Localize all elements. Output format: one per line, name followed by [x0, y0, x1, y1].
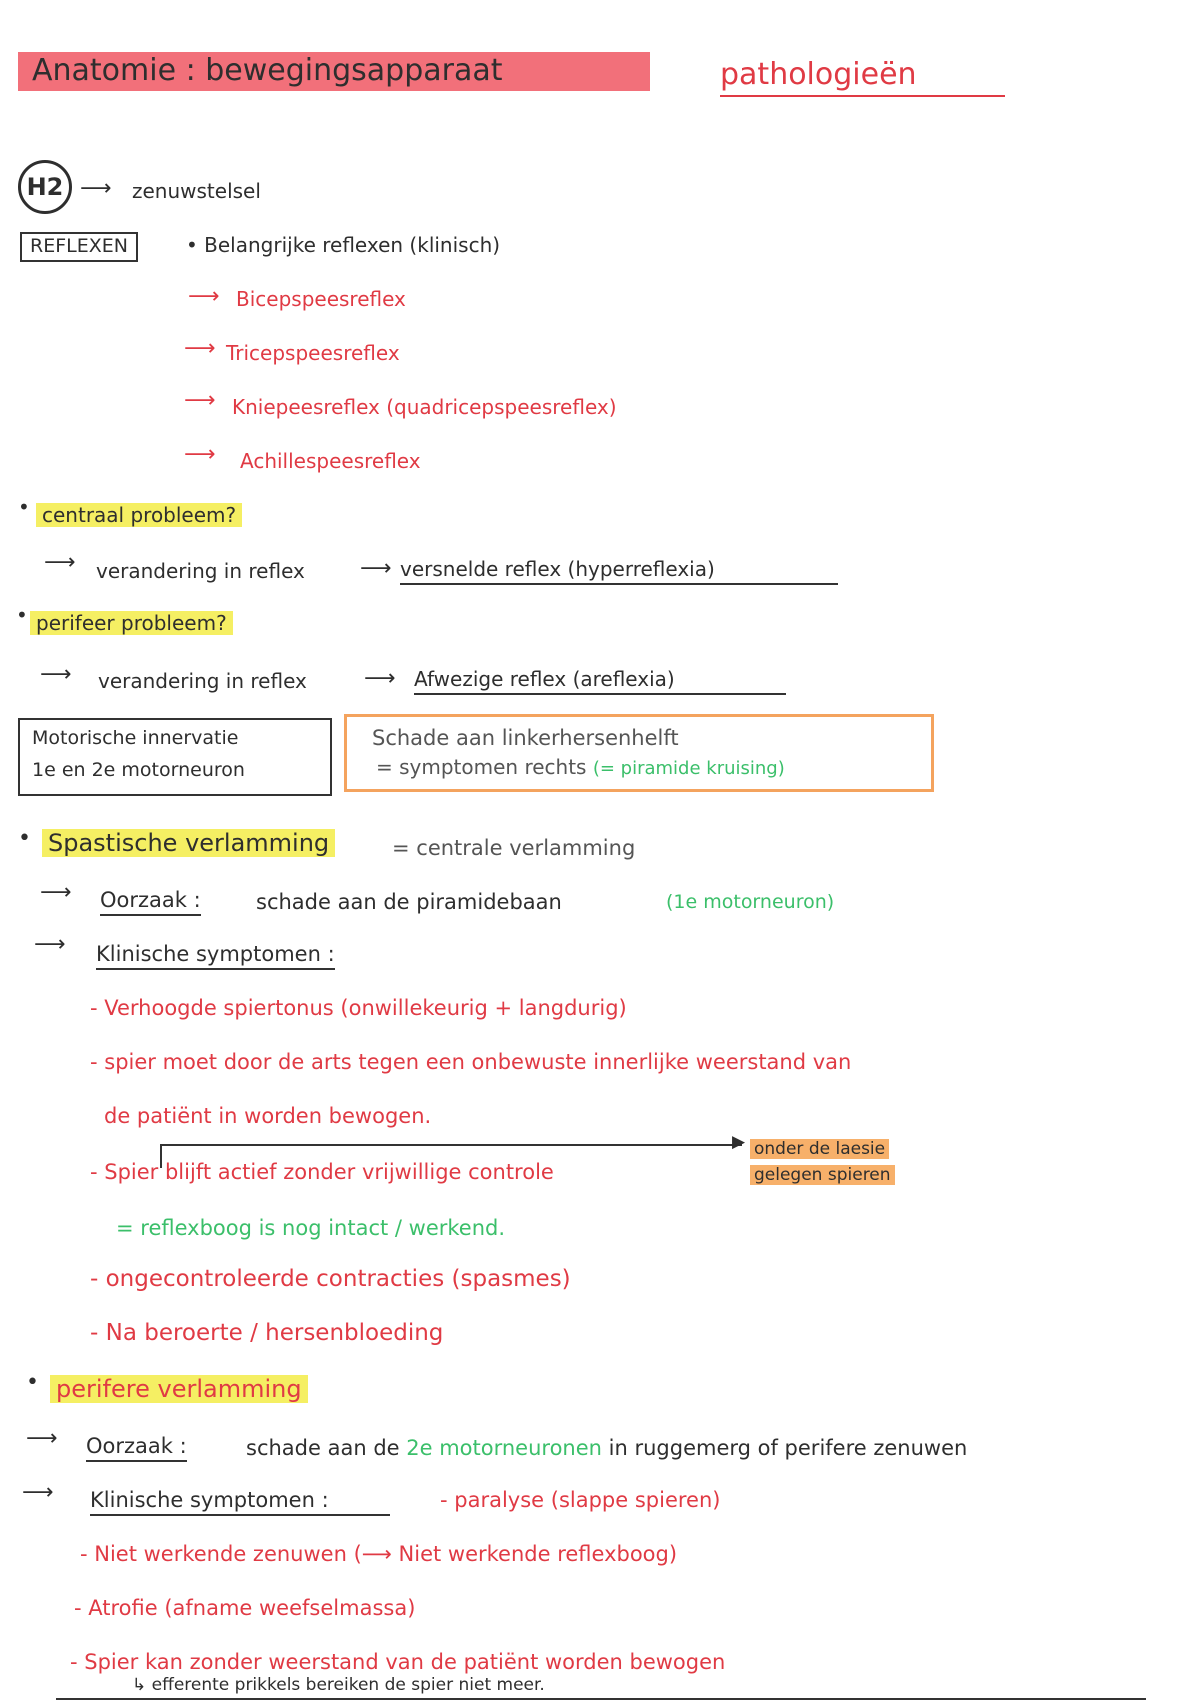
- flaccid-paralysis-note: - paralyse (slappe spieren): [440, 1488, 721, 1512]
- reflex-item: Achillespeesreflex: [240, 449, 421, 473]
- damage-box-line2: = symptomen rechts: [376, 755, 587, 779]
- spastic-symptom: - spier moet door de arts tegen een onbewuste innerlijke weerstand van: [90, 1050, 852, 1074]
- motor-box-line1: Motorische innervatie: [32, 727, 239, 749]
- spastic-label: Spastische verlamming: [42, 829, 335, 857]
- chapter-arrow: ⟶: [80, 176, 112, 201]
- arrow: ⟶: [44, 550, 76, 575]
- spastic-symptom: - Spier blijft actief zonder vrijwillige controle: [90, 1160, 554, 1184]
- central-problem-label: centraal probleem?: [36, 503, 242, 527]
- flaccid-cause-text: schade aan de: [246, 1436, 400, 1460]
- arrow: ⟶: [26, 1426, 58, 1451]
- lesion-note-line1: onder de laesie: [750, 1139, 889, 1159]
- flaccid-symptom: - Spier kan zonder weerstand van de patiënt worden bewogen: [70, 1650, 726, 1674]
- reflexes-intro: • Belangrijke reflexen (klinisch): [186, 233, 501, 257]
- bullet: •: [18, 826, 31, 851]
- arrow: ⟶: [40, 662, 72, 687]
- arrow: ⟶: [22, 1480, 54, 1505]
- spastic-cause-text: schade aan de piramidebaan: [256, 890, 562, 914]
- spastic-symptom: - Na beroerte / hersenbloeding: [90, 1320, 444, 1346]
- flaccid-symptoms-label: Klinische symptomen :: [90, 1488, 390, 1516]
- chapter-badge: H2: [18, 160, 72, 214]
- spastic-equals: = centrale verlamming: [392, 836, 636, 860]
- spastic-symptoms-label: Klinische symptomen :: [96, 942, 335, 970]
- flaccid-label: perifere verlamming: [50, 1375, 308, 1403]
- flaccid-cause-label: Oorzaak :: [86, 1434, 187, 1462]
- spastic-cause-label: Oorzaak :: [100, 888, 201, 916]
- motor-box-line2: 1e en 2e motorneuron: [32, 759, 245, 781]
- reflex-arrow: ⟶: [188, 284, 220, 309]
- bullet: •: [26, 1370, 39, 1395]
- arrow: ⟶: [360, 556, 392, 581]
- chapter-topic: zenuwstelsel: [132, 179, 261, 203]
- spastic-symptom-continued: de patiënt in worden bewogen.: [104, 1104, 432, 1128]
- bullet: •: [18, 495, 30, 519]
- bullet: •: [16, 603, 28, 627]
- spastic-symptom: - Verhoogde spiertonus (onwillekeurig + langdurig): [90, 996, 627, 1020]
- reflex-arrow: ⟶: [184, 336, 216, 361]
- page-subtitle: pathologieën: [720, 58, 1005, 97]
- central-change-text: verandering in reflex: [96, 559, 305, 583]
- central-result-text: versnelde reflex (hyperreflexia): [400, 558, 838, 585]
- reflex-item: Kniepeesreflex (quadricepspeesreflex): [232, 395, 617, 419]
- bracket-arrowhead: ▶: [732, 1132, 746, 1152]
- reflex-arrow: ⟶: [184, 442, 216, 467]
- reflexes-box-label: REFLEXEN: [20, 232, 138, 262]
- flaccid-cause-rest: in ruggemerg of perifere zenuwen: [608, 1436, 968, 1460]
- damage-box-line1: Schade aan linkerhersenhelft: [372, 726, 679, 750]
- peripheral-problem-label: perifeer probleem?: [30, 611, 233, 635]
- reflex-item: Tricepspeesreflex: [226, 341, 400, 365]
- peripheral-change-text: verandering in reflex: [98, 669, 307, 693]
- lesion-note-line2: gelegen spieren: [750, 1165, 895, 1185]
- spastic-symptom: - ongecontroleerde contracties (spasmes): [90, 1266, 571, 1292]
- arrow: ⟶: [34, 932, 66, 957]
- peripheral-result-text: Afwezige reflex (areflexia): [414, 668, 786, 695]
- reflex-arc-intact-note: = reflexboog is nog intact / werkend.: [116, 1216, 506, 1240]
- flaccid-symptom: - Atrofie (afname weefselmassa): [74, 1596, 416, 1620]
- efferent-note: ↳ efferente prikkels bereiken de spier niet meer.: [132, 1675, 545, 1695]
- arrow: ⟶: [40, 880, 72, 905]
- damage-box-line2-green: (= piramide kruising): [592, 758, 785, 779]
- reflex-arrow: ⟶: [184, 388, 216, 413]
- arrow: ⟶: [364, 666, 396, 691]
- flaccid-symptom: - Niet werkende zenuwen (⟶ Niet werkende reflexboog): [80, 1542, 678, 1566]
- page-title-band: [18, 52, 650, 91]
- page-title: Anatomie : bewegingsapparaat: [18, 52, 650, 91]
- spastic-cause-green: (1e motorneuron): [666, 891, 835, 913]
- reflex-item: Bicepspeesreflex: [236, 287, 406, 311]
- flaccid-cause-green: 2e motorneuronen: [406, 1436, 602, 1460]
